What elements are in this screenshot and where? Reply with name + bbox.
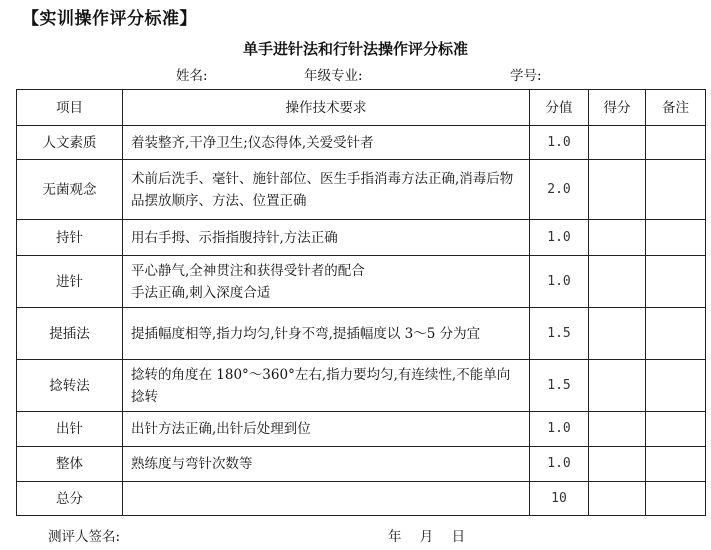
table-row bbox=[17, 447, 706, 482]
score-cell: 1.5 bbox=[530, 360, 589, 412]
total-score-cell: 10 bbox=[530, 482, 589, 516]
score-cell: 1.0 bbox=[530, 256, 589, 308]
notes-cell[interactable] bbox=[646, 447, 706, 482]
requirement-cell: 捻转的角度在 180°～360°左右,指力要均匀,有连续性,不能单向捻转 bbox=[123, 360, 530, 412]
score-cell: 1.5 bbox=[530, 308, 589, 360]
table-row bbox=[17, 160, 706, 220]
total-row bbox=[17, 482, 706, 516]
notes-cell[interactable] bbox=[646, 220, 706, 256]
notes-cell[interactable] bbox=[646, 126, 706, 160]
score-cell: 1.0 bbox=[530, 412, 589, 447]
notes-cell[interactable] bbox=[646, 360, 706, 412]
section-heading: 【实训操作评分标准】 bbox=[22, 9, 197, 29]
table-row bbox=[17, 360, 706, 412]
table-row bbox=[17, 220, 706, 256]
earned-cell[interactable] bbox=[589, 220, 646, 256]
item-cell: 出针 bbox=[17, 412, 123, 447]
score-cell: 2.0 bbox=[530, 160, 589, 220]
earned-cell[interactable] bbox=[589, 482, 646, 516]
table-row bbox=[17, 308, 706, 360]
table-row bbox=[17, 256, 706, 308]
requirement-cell: 着装整齐,干净卫生;仪态得体,关爱受针者 bbox=[123, 126, 530, 160]
requirement-cell: 提插幅度相等,指力均匀,针身不弯,提插幅度以 3～5 分为宜 bbox=[123, 308, 530, 360]
item-cell: 进针 bbox=[17, 256, 123, 308]
table-row bbox=[17, 126, 706, 160]
notes-cell[interactable] bbox=[646, 160, 706, 220]
requirement-cell: 熟练度与弯针次数等 bbox=[123, 447, 530, 482]
date-label: 年 月 日 bbox=[388, 529, 466, 545]
notes-cell[interactable] bbox=[646, 308, 706, 360]
student-id-label: 学号: bbox=[510, 68, 542, 84]
requirement-cell: 出针方法正确,出针后处理到位 bbox=[123, 412, 530, 447]
earned-cell[interactable] bbox=[589, 160, 646, 220]
notes-cell[interactable] bbox=[646, 482, 706, 516]
header-notes: 备注 bbox=[646, 90, 706, 126]
earned-cell[interactable] bbox=[589, 360, 646, 412]
earned-cell[interactable] bbox=[589, 447, 646, 482]
item-cell: 整体 bbox=[17, 447, 123, 482]
requirement-line: 平心静气,全神贯注和获得受针者的配合 bbox=[131, 262, 365, 279]
item-cell: 人文素质 bbox=[17, 126, 123, 160]
score-cell: 1.0 bbox=[530, 126, 589, 160]
table-row bbox=[17, 412, 706, 447]
requirement-cell bbox=[123, 482, 530, 516]
score-cell: 1.0 bbox=[530, 220, 589, 256]
item-cell: 总分 bbox=[17, 482, 123, 516]
requirement-cell: 术前后洗手、毫针、施针部位、医生手指消毒方法正确,消毒后物品摆放顺序、方法、位置正确 bbox=[123, 160, 530, 220]
earned-cell[interactable] bbox=[589, 126, 646, 160]
earned-cell[interactable] bbox=[589, 412, 646, 447]
score-cell: 1.0 bbox=[530, 447, 589, 482]
item-cell: 捻转法 bbox=[17, 360, 123, 412]
item-cell: 提插法 bbox=[17, 308, 123, 360]
header-score: 分值 bbox=[530, 90, 589, 126]
header-earned: 得分 bbox=[589, 90, 646, 126]
header-item: 项目 bbox=[17, 90, 123, 126]
scoring-table bbox=[16, 89, 706, 516]
requirement-line: 手法正确,刺入深度合适 bbox=[131, 284, 271, 301]
evaluator-signature-label: 测评人签名: bbox=[48, 529, 121, 545]
earned-cell[interactable] bbox=[589, 256, 646, 308]
requirement-cell bbox=[123, 256, 530, 308]
form-title: 单手进针法和行针法操作评分标准 bbox=[242, 40, 468, 58]
item-cell: 无菌观念 bbox=[17, 160, 123, 220]
notes-cell[interactable] bbox=[646, 412, 706, 447]
earned-cell[interactable] bbox=[589, 308, 646, 360]
header-row bbox=[17, 90, 706, 126]
header-requirement: 操作技术要求 bbox=[123, 90, 530, 126]
requirement-cell: 用右手拇、示指指腹持针,方法正确 bbox=[123, 220, 530, 256]
item-cell: 持针 bbox=[17, 220, 123, 256]
notes-cell[interactable] bbox=[646, 256, 706, 308]
name-label: 姓名: bbox=[176, 68, 208, 84]
grade-label: 年级专业: bbox=[304, 68, 363, 84]
